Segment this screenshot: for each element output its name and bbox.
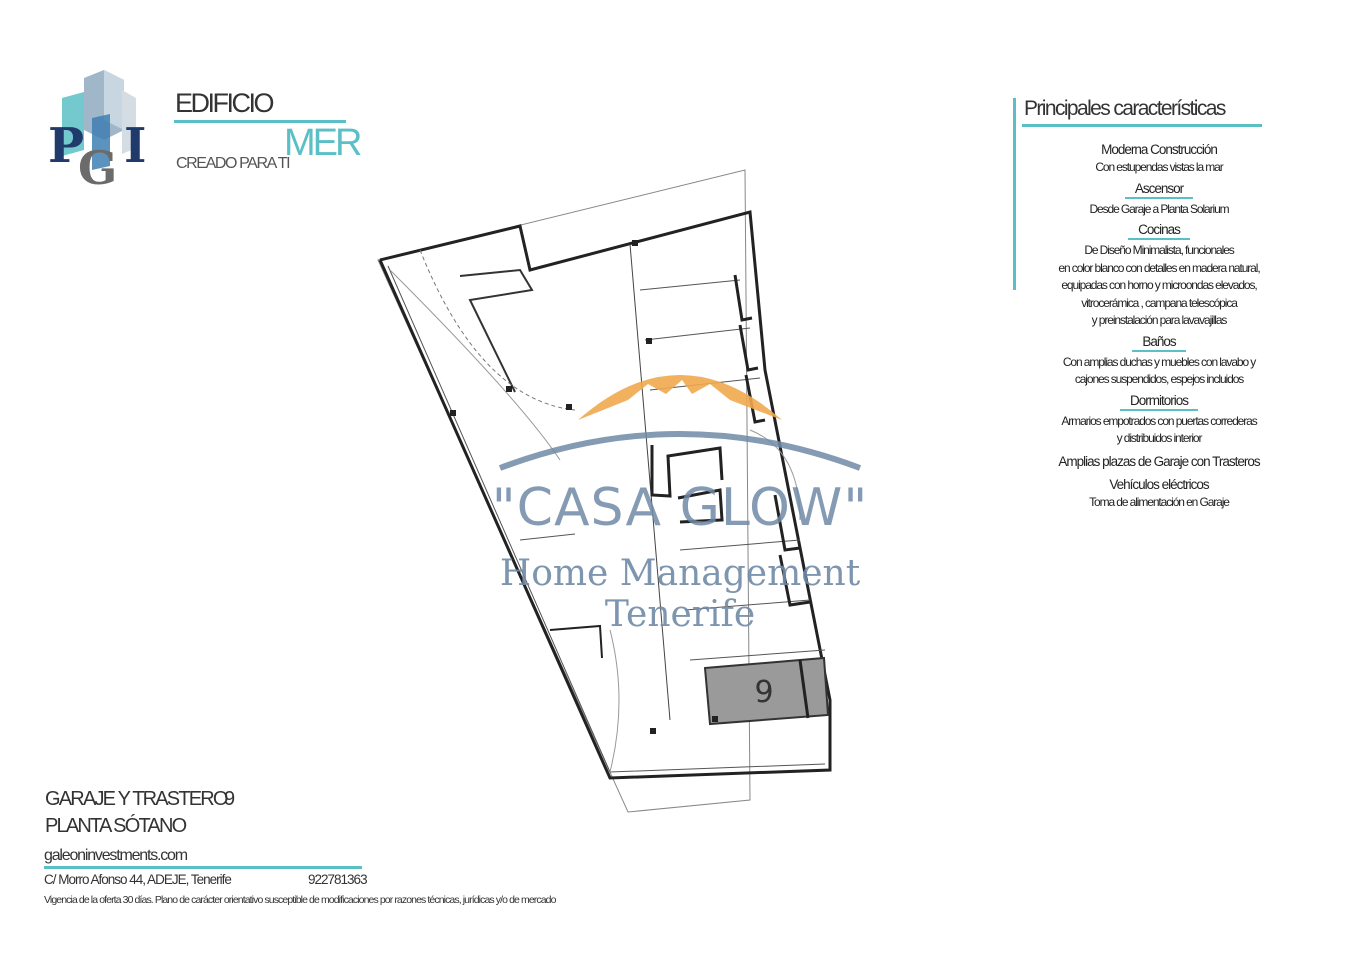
phone-number: 922781363 [308, 872, 367, 887]
feature-heading: Dormitorios [1120, 393, 1198, 411]
feature-line: vitrocerámica , campana telescópica [1081, 295, 1237, 310]
features-list [1030, 140, 1288, 515]
pgi-logo [44, 70, 154, 195]
logo-letter-g: G [78, 141, 118, 195]
feature-item [1030, 393, 1288, 448]
feature-item [1030, 334, 1288, 389]
feature-line: y preinstalación para lavavajillas [1091, 313, 1227, 327]
feature-item [1030, 222, 1288, 330]
unit-floor: PLANTA SÓTANO [45, 815, 186, 837]
feature-line: Amplias plazas de Garaje con Trasteros [1058, 453, 1260, 469]
feature-item [1030, 452, 1288, 471]
feature-item [1030, 140, 1288, 177]
feature-heading: Ascensor [1125, 181, 1193, 199]
feature-line: cajones suspendidos, espejos incluidos [1074, 372, 1244, 386]
logo-letter-p: P [48, 118, 85, 174]
brand-name: MER [284, 122, 360, 164]
feature-item [1030, 475, 1288, 512]
unit-title: GARAJE Y TRASTERO [45, 788, 227, 810]
footer-rule [44, 866, 362, 869]
features-title: Principales características [1024, 97, 1225, 120]
feature-line: equipadas con horno y microondas elevados, [1061, 278, 1257, 292]
feature-line: Desde Garaje a Planta Solarium [1089, 201, 1229, 216]
features-title-rule [1022, 124, 1262, 127]
unit-number: 9 [224, 788, 236, 810]
brand-title: EDIFICIO [175, 88, 273, 118]
feature-line: Con estupendas vistas la mar [1095, 160, 1223, 174]
feature-line: Con amplias duchas y muebles con lavabo y [1062, 354, 1256, 369]
brand-subtitle: CREADO PARA TI [176, 155, 290, 172]
address: C/ Morro Afonso 44, ADEJE, Tenerife [44, 872, 231, 887]
website-link[interactable]: galeoninvestments.com [44, 847, 187, 864]
space-label: 9 [754, 675, 774, 710]
feature-heading: Cocinas [1128, 222, 1190, 240]
panel-vertical-rule [1013, 98, 1016, 290]
logo-letter-i: I [124, 118, 147, 174]
watermark-title: "CASA GLOW" [491, 478, 869, 538]
feature-line: Vehículos eléctricos [1109, 476, 1209, 492]
watermark-subtitle: Home Management Tenerife [499, 553, 861, 635]
feature-line: y distribuidos interior [1116, 431, 1202, 445]
feature-line: en color blanco con detalles en madera natural, [1058, 260, 1260, 275]
feature-line: Moderna Construcción [1101, 142, 1217, 157]
feature-line: De Diseño Minimalista, funcionales [1084, 243, 1234, 257]
feature-item [1030, 181, 1288, 219]
disclaimer: Vigencia de la oferta 30 días. Plano de carácter orientativo susceptible de modificaciones por razones técnicas, jurídicas y/o de mercado [44, 894, 556, 906]
feature-heading: Baños [1132, 334, 1185, 352]
feature-line: Armarios empotrados con puertas correderas [1061, 413, 1257, 428]
feature-line: Toma de alimentación en Garaje [1089, 494, 1229, 509]
